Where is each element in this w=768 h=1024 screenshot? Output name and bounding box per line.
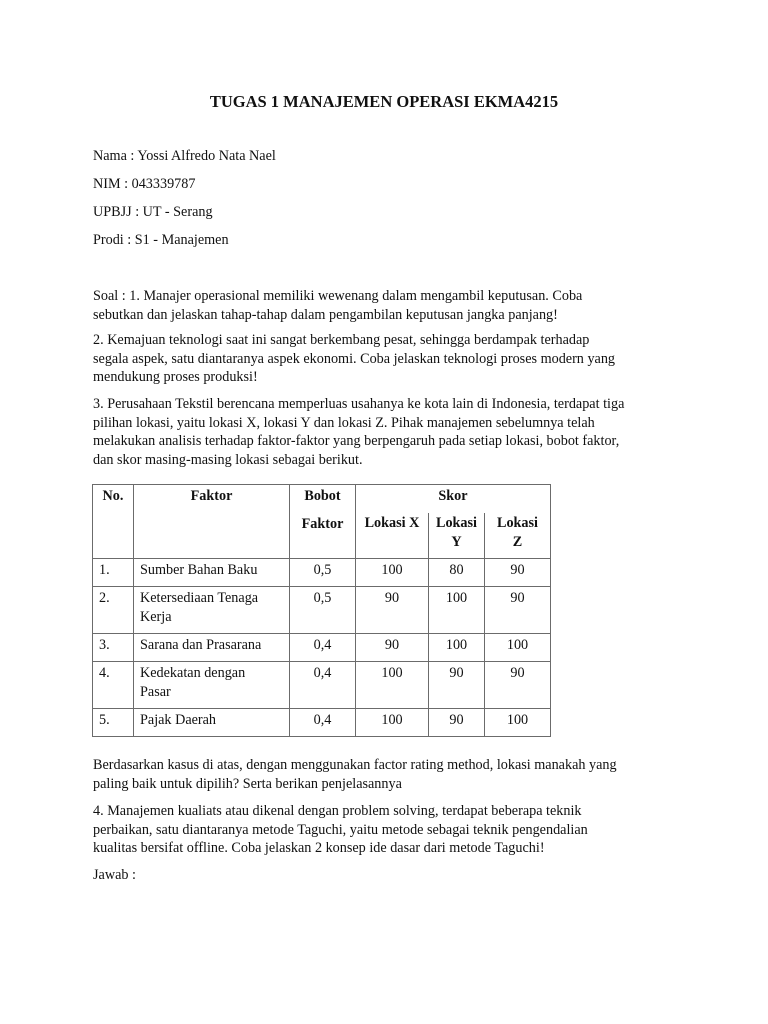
question-4: [93, 802, 693, 858]
cell-lokasi-x: 100: [356, 662, 429, 709]
question-3-prompt-line: Berdasarkan kasus di atas, dengan menggunakan factor rating method, lokasi manakah yang: [93, 757, 617, 773]
cell-bobot: 0,5: [290, 587, 356, 634]
question-3: [93, 395, 693, 469]
cell-bobot: 0,4: [290, 709, 356, 737]
question-1-line: Soal : 1. Manajer operasional memiliki wewenang dalam mengambil keputusan. Coba: [93, 288, 583, 304]
answer-label: Jawab :: [93, 867, 136, 883]
question-3-line: dan skor masing-masing lokasi sebagai berikut.: [93, 451, 363, 468]
cell-lokasi-y: 100: [429, 634, 485, 662]
question-3-line: melakukan analisis terhadap faktor-faktor yang berpengaruh pada setiap lokasi, bobot faktor,: [93, 433, 620, 450]
cell-faktor: Kedekatan dengan Pasar: [134, 662, 290, 709]
question-4-line: kualitas bersifat offline. Coba jelaskan 2 konsep ide dasar dari metode Taguchi!: [93, 840, 545, 857]
nim-line: NIM : 043339787: [93, 176, 196, 192]
header-lokasi-x: Lokasi X: [356, 513, 429, 559]
cell-bobot: 0,5: [290, 559, 356, 587]
header-lokasi-y: Lokasi Y: [429, 513, 485, 559]
cell-bobot: 0,4: [290, 634, 356, 662]
header-skor: Skor: [356, 485, 551, 514]
question-3-line: 3. Perusahaan Tekstil berencana memperluas usahanya ke kota lain di Indonesia, terdapat tiga: [93, 396, 625, 412]
question-1: [93, 287, 693, 324]
cell-lokasi-z: 90: [485, 559, 551, 587]
cell-lokasi-y: 100: [429, 587, 485, 634]
cell-no: 2.: [93, 587, 134, 634]
cell-faktor: Pajak Daerah: [134, 709, 290, 737]
cell-no: 1.: [93, 559, 134, 587]
prodi-line: Prodi : S1 - Manajemen: [93, 232, 229, 248]
cell-no: 3.: [93, 634, 134, 662]
table-row: [93, 587, 551, 634]
cell-lokasi-y: 90: [429, 662, 485, 709]
table-row: [93, 709, 551, 737]
header-lokasi-z: Lokasi Z: [485, 513, 551, 559]
factor-rating-table: [92, 484, 551, 737]
nama-line: Nama : Yossi Alfredo Nata Nael: [93, 148, 276, 164]
table-row: [93, 662, 551, 709]
table-header-row: [93, 485, 551, 514]
cell-lokasi-x: 100: [356, 559, 429, 587]
question-3-prompt: [93, 756, 693, 793]
cell-no: 5.: [93, 709, 134, 737]
cell-lokasi-y: 90: [429, 709, 485, 737]
cell-lokasi-z: 90: [485, 662, 551, 709]
cell-faktor: Sarana dan Prasarana: [134, 634, 290, 662]
cell-faktor: Sumber Bahan Baku: [134, 559, 290, 587]
question-4-line: perbaikan, satu diantaranya metode Taguchi, yaitu metode sebagai teknik pengendalian: [93, 821, 588, 838]
question-1-line: sebutkan dan jelaskan tahap-tahap dalam pengambilan keputusan jangka panjang!: [93, 306, 558, 323]
cell-lokasi-z: 100: [485, 634, 551, 662]
question-3-prompt-line: paling baik untuk dipilih? Serta berikan penjelasannya: [93, 775, 402, 792]
table-row: [93, 634, 551, 662]
cell-no: 4.: [93, 662, 134, 709]
question-2: [93, 331, 693, 387]
cell-lokasi-x: 90: [356, 587, 429, 634]
cell-faktor: Ketersediaan Tenaga Kerja: [134, 587, 290, 634]
header-faktor: Faktor: [134, 485, 290, 559]
header-no: No.: [93, 485, 134, 559]
cell-lokasi-z: 100: [485, 709, 551, 737]
cell-lokasi-z: 90: [485, 587, 551, 634]
cell-lokasi-y: 80: [429, 559, 485, 587]
upbjj-line: UPBJJ : UT - Serang: [93, 204, 213, 220]
document-title: TUGAS 1 MANAJEMEN OPERASI EKMA4215: [209, 92, 559, 111]
question-2-line: segala aspek, satu diantaranya aspek ekonomi. Coba jelaskan teknologi proses modern yang: [93, 350, 616, 367]
cell-lokasi-x: 100: [356, 709, 429, 737]
question-2-line: 2. Kemajuan teknologi saat ini sangat berkembang pesat, sehingga berdampak terhadap: [93, 332, 590, 348]
cell-bobot: 0,4: [290, 662, 356, 709]
question-3-line: pilihan lokasi, yaitu lokasi X, lokasi Y dan lokasi Z. Pihak manajemen sebelumnya telah: [93, 414, 595, 431]
header-bobot-faktor: Bobot Faktor: [290, 485, 356, 559]
cell-lokasi-x: 90: [356, 634, 429, 662]
question-2-line: mendukung proses produksi!: [93, 369, 258, 386]
question-4-line: 4. Manajemen kualiats atau dikenal dengan problem solving, terdapat beberapa teknik: [93, 803, 582, 819]
table-row: [93, 559, 551, 587]
